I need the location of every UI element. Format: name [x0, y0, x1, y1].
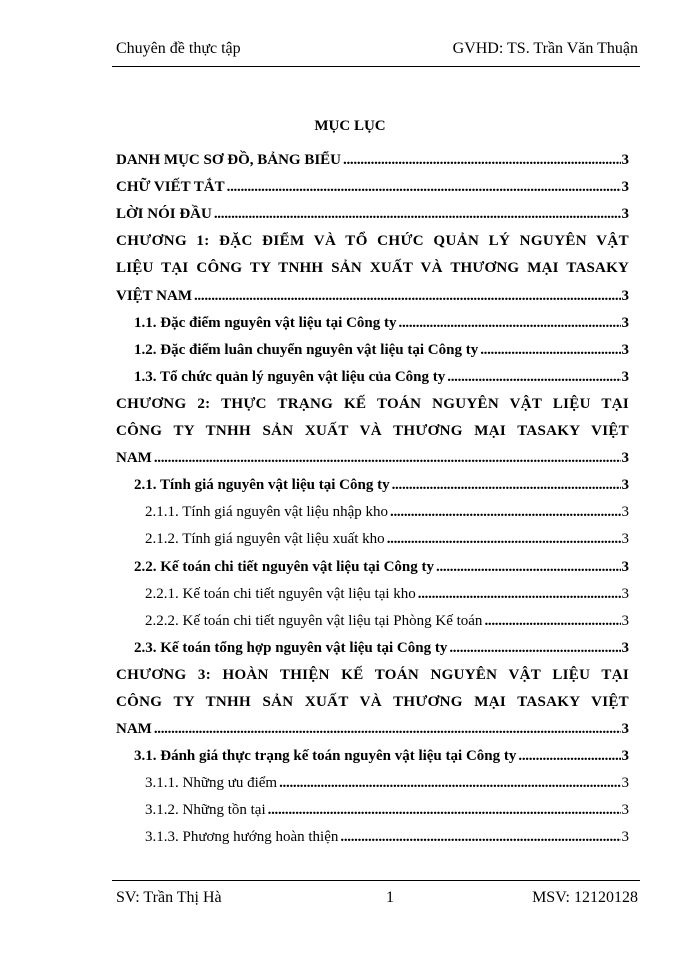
toc-entry-loi-noi-dau[interactable] [116, 196, 629, 223]
toc-page: 3 [621, 721, 629, 738]
toc-entry-1-2[interactable] [116, 332, 629, 359]
toc-leader [387, 530, 621, 548]
toc-leader [399, 314, 621, 332]
toc-entry-3-1[interactable] [116, 738, 629, 765]
toc-leader [484, 612, 620, 630]
toc-chapter-1-line-2[interactable]: LIỆU TẠI CÔNG TY TNHH SẢN XUẤT VÀ THƯƠNG MẠI TASAKY [116, 260, 629, 277]
toc-entry-2-1[interactable] [116, 467, 629, 494]
toc-label: 2.2. Kế toán chi tiết nguyên vật liệu tại Công ty [134, 558, 434, 575]
toc-page: 3 [621, 477, 629, 494]
toc-label: 1.3. Tổ chức quản lý nguyên vật liệu của Công ty [134, 368, 446, 385]
toc-leader [449, 639, 620, 657]
toc-page: 3 [621, 287, 629, 304]
toc-label: 3.1.1. Những ưu điểm [145, 775, 278, 792]
footer-rule [112, 880, 640, 881]
header-right: GVHD: TS. Trần Văn Thuận [452, 40, 638, 57]
toc-label: 2.1.1. Tính giá nguyên vật liệu nhập kho [145, 504, 389, 521]
header-left: Chuyên đề thực tập [116, 40, 241, 57]
toc-leader [518, 747, 620, 765]
toc-leader [194, 287, 621, 305]
toc-page: 3 [621, 341, 629, 358]
toc-page: 3 [621, 314, 629, 331]
toc-page: 3 [621, 152, 629, 169]
toc-entry-2-2-2[interactable] [116, 603, 629, 630]
toc-label: 2.2.1. Kế toán chi tiết nguyên vật liệu tại kho [145, 585, 416, 602]
toc-page: 3 [621, 802, 629, 819]
toc-chapter-3-line-1[interactable]: CHƯƠNG 3: HOÀN THIỆN KẾ TOÁN NGUYÊN VẬT LIỆU TẠI [116, 666, 629, 683]
toc-page: 3 [621, 829, 629, 846]
toc-label: 2.1. Tính giá nguyên vật liệu tại Công ty [134, 477, 390, 494]
toc-label: 3.1. Đánh giá thực trạng kế toán nguyên vật liệu tại Công ty [134, 748, 517, 765]
toc-label: 1.2. Đặc điểm luân chuyển nguyên vật liệu tại Công ty [134, 341, 479, 358]
toc-page: 3 [621, 450, 629, 467]
toc-page: 3 [621, 585, 629, 602]
toc-label: LỜI NÓI ĐẦU [116, 206, 212, 223]
toc-chapter-2-line-3[interactable] [116, 440, 629, 467]
page-number: 1 [386, 889, 394, 906]
toc-label: CHỮ VIẾT TẮT [116, 179, 225, 196]
toc-entry-3-1-1[interactable] [116, 765, 629, 792]
toc-page: 3 [621, 206, 629, 223]
toc-page: 3 [621, 368, 629, 385]
toc-entry-1-3[interactable] [116, 359, 629, 386]
toc-leader [343, 151, 620, 169]
page-title: MỤC LỤC [314, 118, 386, 134]
footer-student: SV: Trần Thị Hà [116, 889, 222, 906]
toc-page: 3 [621, 531, 629, 548]
toc-chapter-2-line-1[interactable]: CHƯƠNG 2: THỰC TRẠNG KẾ TOÁN NGUYÊN VẬT LIỆU TẠI [116, 395, 629, 412]
toc-label: VIỆT NAM [116, 287, 192, 304]
toc-page: 3 [621, 504, 629, 521]
toc-label: NAM [116, 721, 152, 738]
toc-entry-viet-tat[interactable] [116, 169, 629, 196]
toc-chapter-2-line-2[interactable]: CÔNG TY TNHH SẢN XUẤT VÀ THƯƠNG MẠI TASAKY VIỆT [116, 423, 629, 440]
toc-leader [268, 801, 621, 819]
toc-page: 3 [621, 639, 629, 656]
toc-leader [154, 449, 621, 467]
toc-entry-2-3[interactable] [116, 630, 629, 657]
toc-leader [214, 205, 621, 223]
footer-student-id: MSV: 12120128 [532, 889, 638, 906]
toc-leader [480, 341, 620, 359]
toc-label: 3.1.2. Những tồn tại [145, 802, 266, 819]
toc-leader [279, 774, 620, 792]
toc-leader [447, 368, 620, 386]
toc-leader [154, 720, 621, 738]
toc-label: 2.3. Kế toán tổng hợp nguyên vật liệu tại Công ty [134, 639, 448, 656]
toc-label: 2.2.2. Kế toán chi tiết nguyên vật liệu tại Phòng Kế toán [145, 612, 483, 629]
toc-label: DANH MỤC SƠ ĐỒ, BẢNG BIỂU [116, 152, 342, 169]
toc-entry-2-2[interactable] [116, 548, 629, 575]
toc-label: 3.1.3. Phương hướng hoàn thiện [145, 829, 339, 846]
toc-chapter-1-line-3[interactable] [116, 277, 629, 304]
toc-page: 3 [621, 612, 629, 629]
toc-page: 3 [621, 748, 629, 765]
page-footer [116, 889, 638, 909]
page-header [116, 40, 638, 62]
toc-leader [340, 828, 620, 846]
toc-leader [227, 178, 621, 196]
toc-page: 3 [621, 558, 629, 575]
toc-chapter-1-line-1[interactable]: CHƯƠNG 1: ĐẶC ĐIỂM VÀ TỔ CHỨC QUẢN LÝ NGUYÊN VẬT [116, 233, 629, 250]
toc-leader [392, 476, 621, 494]
toc-entry-2-2-1[interactable] [116, 576, 629, 603]
toc-entry-1-1[interactable] [116, 305, 629, 332]
toc-leader [436, 558, 621, 576]
header-rule [112, 66, 640, 67]
toc-label: 2.1.2. Tính giá nguyên vật liệu xuất kho [145, 531, 385, 548]
toc-entry-2-1-2[interactable] [116, 521, 629, 548]
toc-entry-3-1-3[interactable] [116, 819, 629, 846]
toc-chapter-3-line-2[interactable]: CÔNG TY TNHH SẢN XUẤT VÀ THƯƠNG MẠI TASAKY VIỆT [116, 693, 629, 710]
toc-entry-2-1-1[interactable] [116, 494, 629, 521]
toc-label: 1.1. Đặc điểm nguyên vật liệu tại Công ty [134, 314, 397, 331]
toc-entry-3-1-2[interactable] [116, 792, 629, 819]
table-of-contents [116, 142, 629, 846]
toc-page: 3 [621, 775, 629, 792]
toc-chapter-3-line-3[interactable] [116, 711, 629, 738]
toc-label: NAM [116, 450, 152, 467]
toc-leader [390, 503, 620, 521]
toc-page: 3 [621, 179, 629, 196]
toc-entry-danh-muc[interactable] [116, 142, 629, 169]
toc-leader [418, 585, 621, 603]
